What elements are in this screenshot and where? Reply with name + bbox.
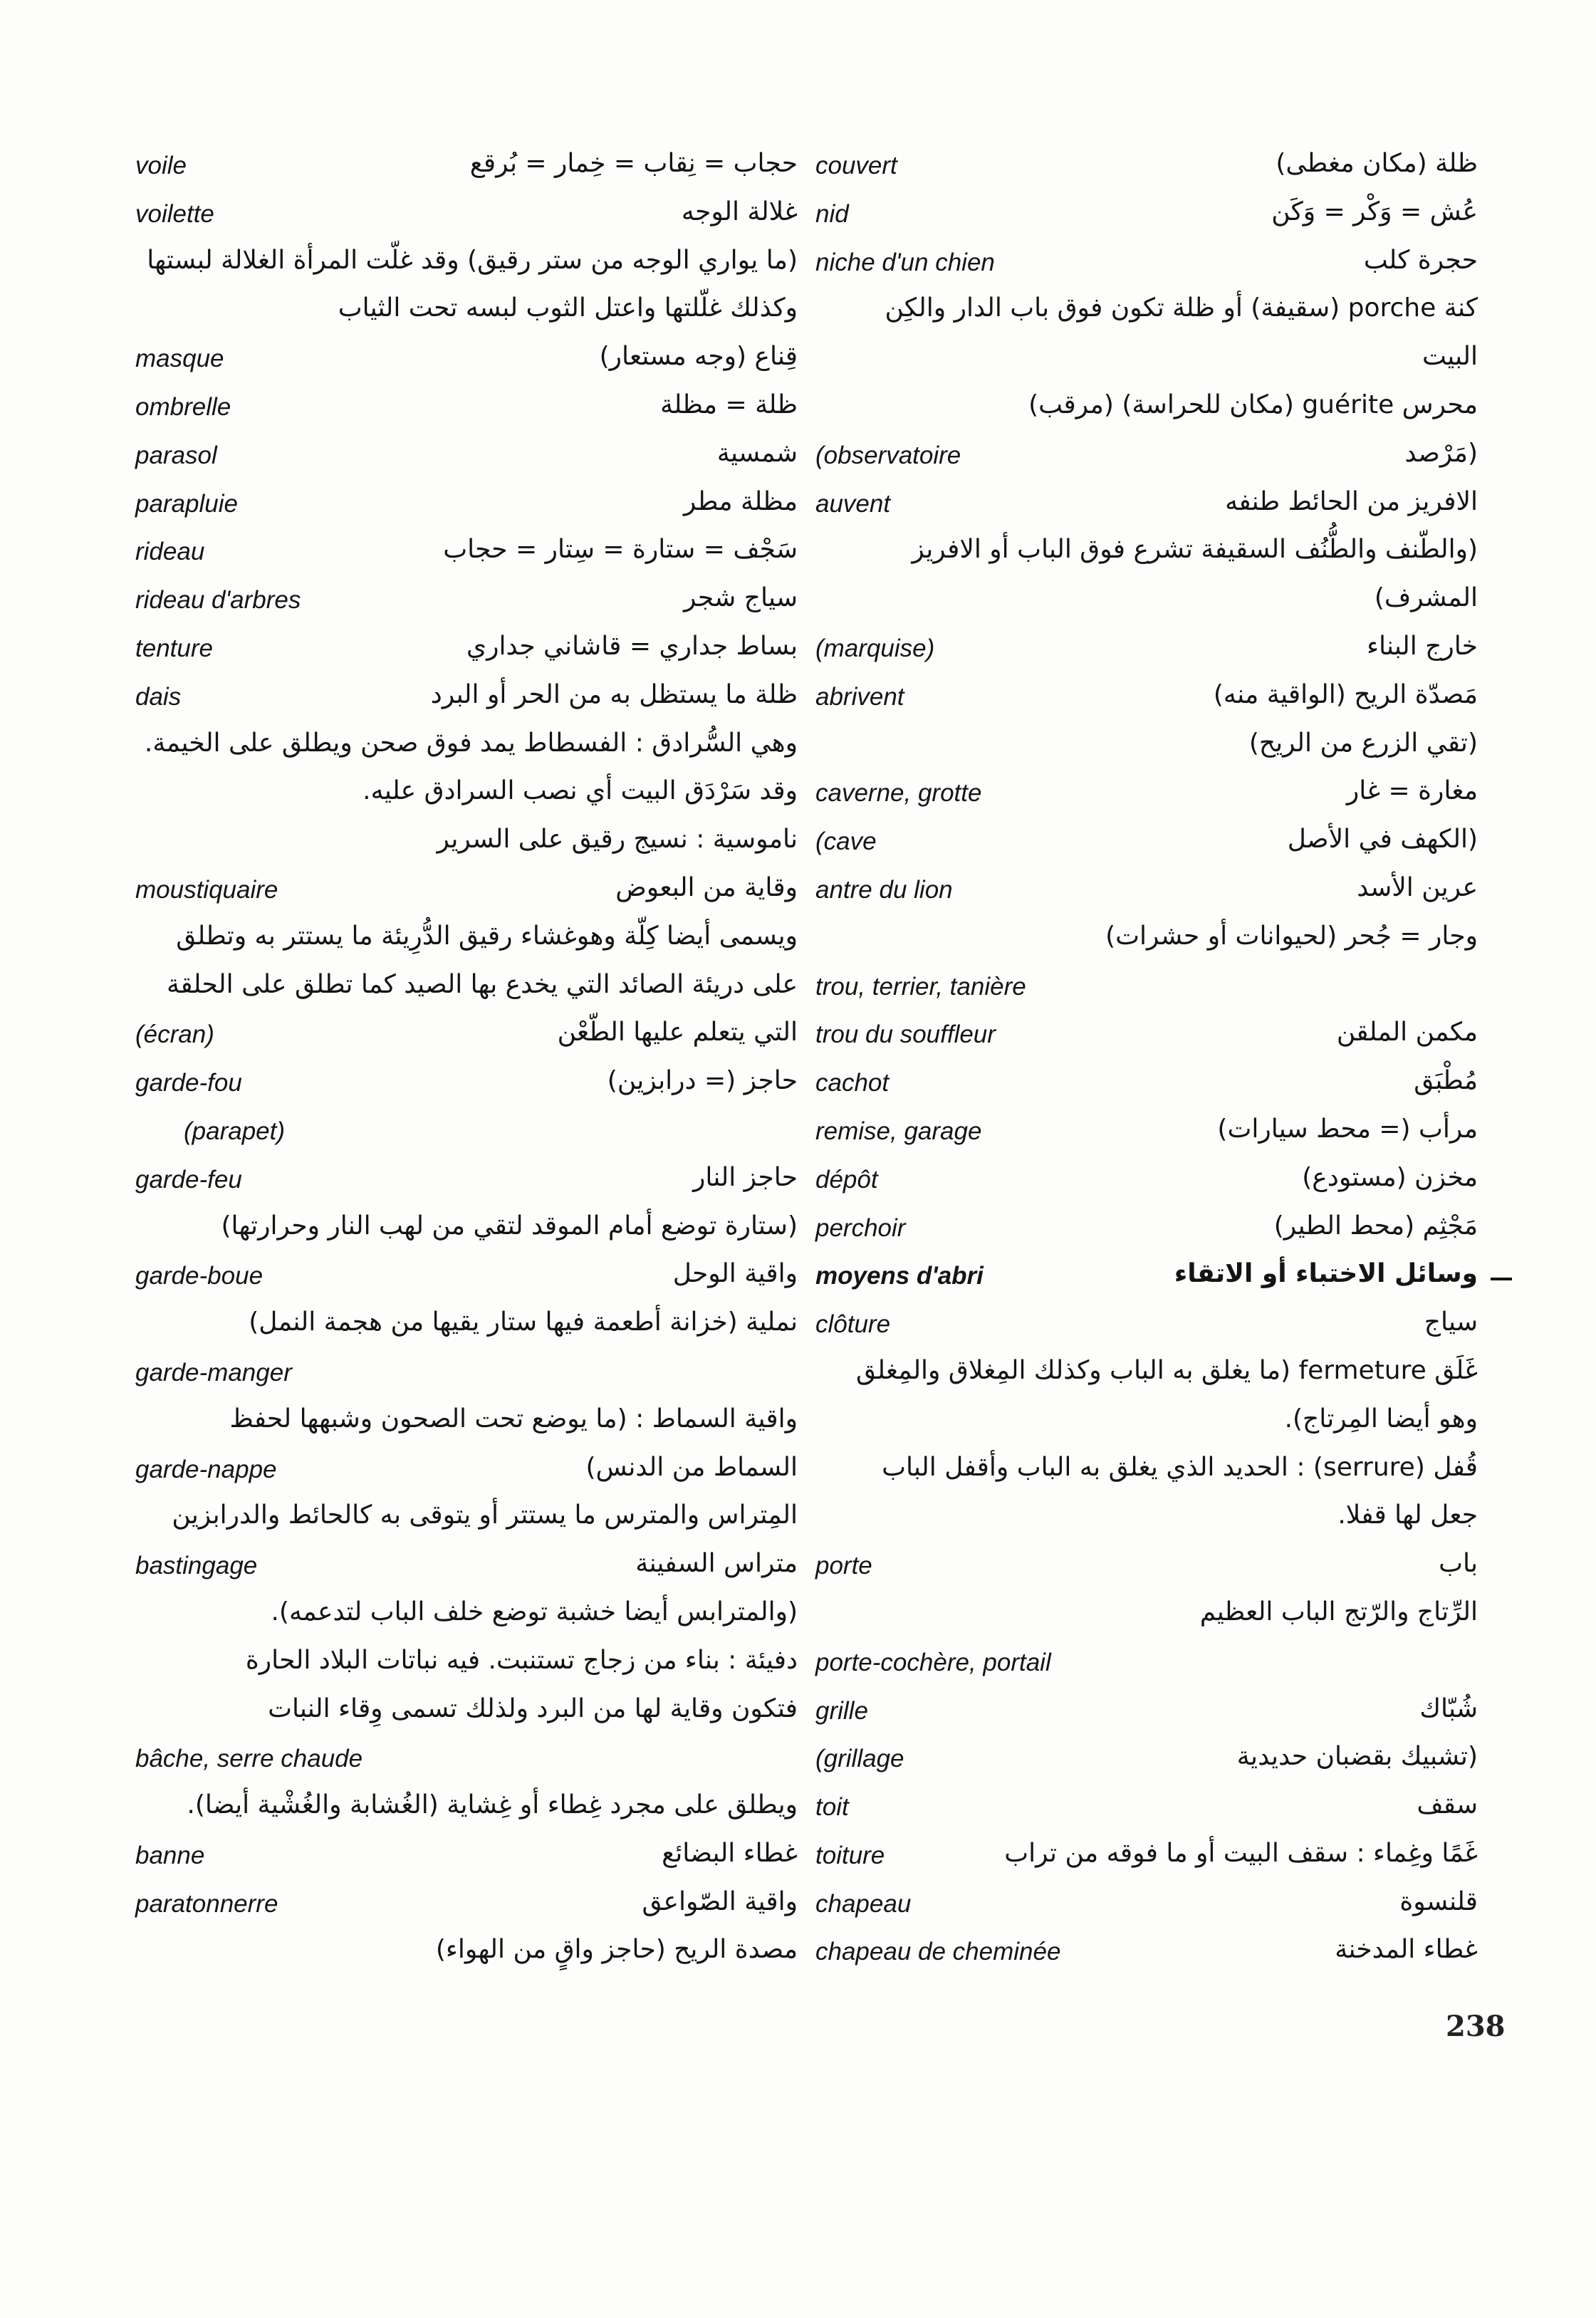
entry-line: [815, 146, 1478, 194]
entry-line: [815, 580, 1478, 629]
arabic-text: شمسية: [716, 438, 798, 468]
arabic-text: (الكهف في الأصل: [1287, 825, 1478, 855]
arabic-text: على دريئة الصائد التي يخدع بها الصيد كما تطلق على الحلقة: [167, 969, 798, 999]
entry-line: [815, 1208, 1478, 1257]
french-term: toiture: [815, 1841, 885, 1869]
french-term: perchoir: [815, 1213, 906, 1242]
entry-line: [135, 919, 798, 967]
arabic-text: ناموسية : نسيج رقيق على السرير: [437, 825, 798, 855]
arabic-text: غَلَق fermeture (ما يغلق به الباب وكذلك المِغلاق والمِغلق: [855, 1355, 1478, 1385]
french-term: bastingage: [135, 1552, 258, 1580]
french-term: voilette: [135, 199, 214, 228]
arabic-text: (مَرْصد: [1404, 438, 1478, 468]
arabic-text: غطاء المدخنة: [1335, 1935, 1478, 1965]
french-term: toit: [815, 1793, 849, 1822]
french-term: caverne, grotte: [815, 779, 982, 808]
arabic-text: واقية الوحل: [672, 1259, 798, 1289]
arabic-text: مخزن (مستودع): [1302, 1162, 1478, 1192]
entry-line: [135, 773, 798, 822]
french-term: chapeau de cheminée: [815, 1938, 1061, 1966]
french-term: niche d'un chien: [815, 248, 995, 276]
entry-line: [135, 243, 798, 291]
entry-line: [815, 1546, 1478, 1594]
french-term: (parapet): [184, 1117, 286, 1145]
arabic-text: غطاء البضائع: [662, 1838, 798, 1868]
entry-line: [135, 822, 798, 870]
entry-line: [135, 1594, 798, 1643]
arabic-text: شُبّاك: [1419, 1693, 1478, 1723]
french-term: bâche, serre chaude: [135, 1745, 363, 1773]
entry-line: [815, 677, 1478, 726]
french-term: antre du lion: [815, 875, 953, 904]
entry-line: [815, 1643, 1478, 1691]
entry-line: [815, 1498, 1478, 1546]
arabic-text: مصدة الريح (حاجز واقٍ من الهواء): [435, 1935, 798, 1965]
arabic-text: خارج البناء: [1367, 631, 1478, 661]
entry-line: [815, 1063, 1478, 1112]
arabic-text: سياج: [1424, 1307, 1478, 1337]
arabic-text: قُفل (serrure) : الحديد الذي يغلق به الباب وأقفل الباب: [882, 1452, 1478, 1482]
arabic-text: ويسمى أيضا كِلّة وهوغشاء رقيق الدُّرِيئة ما يستتر به وتطلق: [176, 921, 798, 951]
arabic-text: محرس guérite (مكان للحراسة) (مرقب): [1028, 390, 1478, 419]
entry-line: [815, 870, 1478, 919]
arabic-text: وسائل الاختباء أو الاتقاء: [1174, 1259, 1478, 1289]
french-term: garde-feu: [135, 1165, 242, 1194]
arabic-text: وهو أيضا المِرتاج).: [1284, 1404, 1478, 1434]
section-dash: [1491, 1278, 1512, 1280]
entry-line: [135, 870, 798, 919]
french-term: ombrelle: [135, 392, 231, 421]
entry-line: [815, 629, 1478, 677]
entry-line: [135, 1739, 798, 1787]
french-term: tenture: [135, 634, 213, 662]
french-term: rideau: [135, 538, 205, 566]
arabic-text: دفيئة : بناء من زجاج تستنبت. فيه نباتات البلاد الحارة: [245, 1645, 798, 1675]
entry-line: [815, 291, 1478, 339]
entry-line: [815, 1015, 1478, 1063]
entry-line: [815, 919, 1478, 967]
french-term: moyens d'abri: [815, 1262, 984, 1290]
arabic-text: مَصدّة الريح (الواقية منه): [1213, 679, 1478, 709]
french-term: nid: [815, 199, 849, 228]
french-term: garde-boue: [135, 1262, 264, 1290]
entry-line: [135, 1450, 798, 1498]
arabic-text: واقية الصّواعق: [642, 1886, 798, 1916]
french-term: garde-fou: [135, 1069, 242, 1097]
arabic-text: التي يتعلم عليها الطّعْن: [557, 1018, 798, 1048]
arabic-text: عرين الأسد: [1357, 872, 1478, 902]
arabic-text: وقاية من البعوض: [615, 872, 798, 902]
french-term: trou, terrier, tanière: [815, 972, 1026, 1001]
french-term: (grillage: [815, 1745, 904, 1773]
arabic-text: قِناع (وجه مستعار): [599, 342, 798, 372]
entry-line: [135, 580, 798, 629]
arabic-text: باب: [1439, 1549, 1478, 1579]
arabic-text: ظلة (مكان مغطى): [1276, 149, 1478, 178]
french-term: parapluie: [135, 489, 238, 518]
arabic-text: نملية (خزانة أطعمة فيها ستار يقيها من هجمة النمل): [249, 1307, 798, 1337]
arabic-text: (والطّنف والطُّنُف السقيفة تشرع فوق الباب أو الافريز: [912, 535, 1478, 565]
entry-line: [815, 339, 1478, 387]
arabic-text: الافريز من الحائط طنفه: [1225, 486, 1478, 516]
arabic-text: مُطْبَق: [1414, 1066, 1478, 1096]
page-number: 238: [1446, 2010, 1506, 2043]
french-term: paratonnerre: [135, 1889, 278, 1918]
french-term: couvert: [815, 152, 897, 179]
arabic-text: المِتراس والمترس ما يستتر أو يتوقى به كالحائط والدرابزين: [172, 1500, 798, 1530]
french-term: porte-cochère, portail: [815, 1648, 1051, 1676]
french-term: auvent: [815, 489, 891, 518]
entry-line: [135, 1305, 798, 1353]
entry-line: [135, 1401, 798, 1450]
entry-line: [135, 1836, 798, 1884]
french-term: grille: [815, 1696, 868, 1725]
arabic-text: غَمًا وغِماء : سقف البيت أو ما فوقه من تراب: [1004, 1838, 1478, 1868]
entry-line: [135, 436, 798, 484]
arabic-text: مغارة = غار: [1346, 776, 1478, 806]
french-term: remise, garage: [815, 1117, 982, 1145]
arabic-text: (تشبيك بقضبان حديدية: [1236, 1742, 1478, 1772]
entry-line: [815, 1112, 1478, 1160]
entry-line: [815, 194, 1478, 243]
entry-line: [815, 773, 1478, 822]
entry-line: [135, 1691, 798, 1740]
french-term: trou du souffleur: [815, 1020, 996, 1049]
french-term: garde-manger: [135, 1358, 292, 1387]
arabic-text: البيت: [1422, 342, 1478, 372]
entry-line: [815, 1932, 1478, 1980]
arabic-text: (ستارة توضع أمام الموقد لتقي من لهب النار وحرارتها): [221, 1211, 798, 1241]
entry-line: [135, 629, 798, 677]
entry-line: [815, 822, 1478, 870]
french-term: (observatoire: [815, 441, 961, 469]
arabic-text: فتكون وقاية لها من البرد ولذلك تسمى وِقاء النبات: [268, 1693, 798, 1723]
entry-line: [135, 967, 798, 1016]
arabic-text: مظلة مطر: [683, 486, 798, 516]
arabic-text: (تقي الزرع من الريح): [1248, 728, 1478, 758]
entry-line: [135, 1256, 798, 1305]
entry-line: [815, 1787, 1478, 1836]
arabic-text: (ما يواري الوجه من ستر رقيق) وقد غلّت المرأة الغلالة لبستها: [147, 245, 798, 275]
arabic-text: حجرة كلب: [1363, 245, 1478, 275]
arabic-text: مرأب (= محط سيارات): [1217, 1114, 1478, 1144]
entry-line: [135, 1063, 798, 1112]
french-term: parasol: [135, 441, 217, 469]
entry-line: [815, 484, 1478, 533]
arabic-text: وهي السُّرادق : الفسطاط يمد فوق صحن ويطلق على الخيمة.: [144, 728, 798, 758]
entry-line: [815, 436, 1478, 484]
french-term: cachot: [815, 1069, 890, 1097]
entry-line: [135, 194, 798, 243]
arabic-text: سقف: [1417, 1790, 1478, 1820]
arabic-text: وكذلك غلّلتها واعتل الثوب لبسه تحت الثياب: [338, 293, 798, 323]
arabic-text: مكمن الملقن: [1336, 1018, 1478, 1048]
entry-line: [135, 1884, 798, 1933]
french-term: porte: [815, 1552, 872, 1580]
entry-line: [135, 726, 798, 774]
entry-line: [135, 387, 798, 436]
entry-line: [815, 1305, 1478, 1353]
french-term: dais: [135, 682, 182, 711]
arabic-text: حاجز (= درابزين): [607, 1066, 798, 1096]
french-term: (cave: [815, 828, 877, 856]
entry-line: [135, 1498, 798, 1546]
french-term: masque: [135, 345, 224, 373]
entry-line: [815, 387, 1478, 436]
right-column: [815, 146, 1478, 1980]
entry-line: [135, 532, 798, 580]
arabic-text: السماط من الدنس): [585, 1452, 798, 1482]
entry-line: [815, 726, 1478, 774]
french-term: rideau d'arbres: [135, 586, 301, 615]
entry-line: [135, 1546, 798, 1594]
french-term: dépôt: [815, 1165, 878, 1194]
arabic-text: وجار = جُحر (لحيوانات أو حشرات): [1105, 921, 1478, 951]
arabic-text: ظلة ما يستظل به من الحر أو البرد: [430, 679, 798, 709]
french-term: voile: [135, 152, 187, 179]
arabic-text: متراس السفينة: [635, 1549, 798, 1579]
entry-line: [135, 1932, 798, 1980]
entry-line: [815, 532, 1478, 580]
french-term: moustiquaire: [135, 875, 278, 904]
entry-line: [135, 677, 798, 726]
entry-line: [815, 1450, 1478, 1498]
entry-line: [135, 1208, 798, 1257]
french-term: garde-nappe: [135, 1455, 277, 1483]
entry-line: [815, 1353, 1478, 1401]
arabic-text: حجاب = نِقاب = خِمار = بُرقع: [469, 149, 798, 178]
entry-line: [135, 1160, 798, 1208]
entry-line: [135, 1112, 798, 1160]
entry-line: [135, 146, 798, 194]
french-term: clôture: [815, 1310, 891, 1339]
entry-line: [815, 967, 1478, 1016]
entry-line: [135, 339, 798, 387]
entry-line: [135, 484, 798, 533]
french-term: abrivent: [815, 682, 904, 711]
entry-line: [815, 1256, 1478, 1305]
entry-line: [135, 291, 798, 339]
arabic-text: عُش = وَكْر = وَكَن: [1271, 197, 1478, 226]
entry-line: [815, 1884, 1478, 1933]
left-column: [135, 146, 798, 1980]
entry-line: [815, 1739, 1478, 1787]
arabic-text: غلالة الوجه: [681, 197, 798, 226]
entry-line: [815, 1160, 1478, 1208]
entry-line: [815, 1401, 1478, 1450]
entry-line: [135, 1787, 798, 1836]
entry-line: [815, 1691, 1478, 1740]
arabic-text: كنة porche (سقيفة) أو ظلة تكون فوق باب الدار والكِن: [885, 293, 1478, 323]
arabic-text: حاجز النار: [693, 1162, 798, 1192]
arabic-text: ظلة = مظلة: [660, 390, 798, 419]
arabic-text: وقد سَرْدَق البيت أي نصب السرادق عليه.: [363, 776, 798, 806]
entry-line: [135, 1643, 798, 1691]
entry-line: [135, 1353, 798, 1401]
arabic-text: جعل لها قفلا.: [1337, 1500, 1478, 1530]
arabic-text: سَجْف = ستارة = سِتار = حجاب: [443, 535, 798, 565]
arabic-text: مَجْثِم (محط الطير): [1273, 1211, 1478, 1241]
entry-line: [135, 1015, 798, 1063]
entry-line: [815, 1594, 1478, 1643]
arabic-text: الرِّتاج والرّتج الباب العظيم: [1199, 1597, 1478, 1627]
arabic-text: ويطلق على مجرد غِطاء أو غِشاية (الغُشابة والغُشْية أيضا).: [187, 1790, 798, 1820]
arabic-text: سياج شجر: [684, 583, 798, 613]
french-term: (écran): [135, 1020, 214, 1049]
arabic-text: بساط جداري = قاشاني جداري: [466, 631, 798, 661]
french-term: (marquise): [815, 634, 935, 662]
entry-line: [815, 243, 1478, 291]
arabic-text: المشرف): [1374, 583, 1478, 613]
arabic-text: قلنسوة: [1399, 1886, 1478, 1916]
french-term: banne: [135, 1841, 205, 1869]
arabic-text: (والمترابس أيضا خشبة توضع خلف الباب لتدعمه).: [271, 1597, 798, 1627]
entry-line: [815, 1836, 1478, 1884]
arabic-text: واقية السماط : (ما يوضع تحت الصحون وشبهها لحفظ: [229, 1404, 798, 1434]
french-term: chapeau: [815, 1889, 912, 1918]
